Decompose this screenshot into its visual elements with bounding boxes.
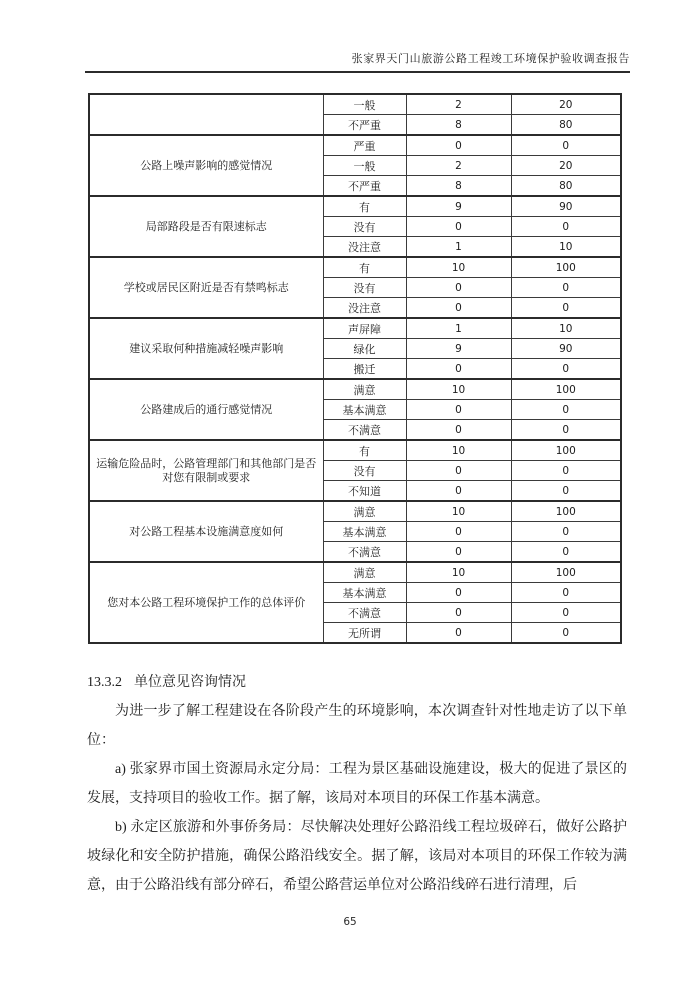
percent-cell: 0 bbox=[511, 278, 621, 298]
percent-cell: 100 bbox=[511, 440, 621, 461]
percent-cell: 20 bbox=[511, 94, 621, 115]
count-cell: 8 bbox=[406, 176, 511, 197]
table-row bbox=[89, 94, 621, 115]
count-cell: 8 bbox=[406, 115, 511, 136]
count-cell: 9 bbox=[406, 339, 511, 359]
option-cell: 基本满意 bbox=[323, 400, 406, 420]
count-cell: 1 bbox=[406, 318, 511, 339]
percent-cell: 0 bbox=[511, 217, 621, 237]
option-cell: 绿化 bbox=[323, 339, 406, 359]
percent-cell: 0 bbox=[511, 400, 621, 420]
count-cell: 0 bbox=[406, 298, 511, 319]
percent-cell: 0 bbox=[511, 359, 621, 380]
count-cell: 10 bbox=[406, 257, 511, 278]
table-row bbox=[89, 257, 621, 278]
option-cell: 满意 bbox=[323, 379, 406, 400]
count-cell: 9 bbox=[406, 196, 511, 217]
percent-cell: 0 bbox=[511, 461, 621, 481]
count-cell: 0 bbox=[406, 583, 511, 603]
option-cell: 不严重 bbox=[323, 176, 406, 197]
option-cell: 基本满意 bbox=[323, 583, 406, 603]
count-cell: 2 bbox=[406, 156, 511, 176]
count-cell: 10 bbox=[406, 379, 511, 400]
option-cell: 声屏障 bbox=[323, 318, 406, 339]
percent-cell: 0 bbox=[511, 135, 621, 156]
page-header bbox=[85, 50, 630, 73]
section-13-3-2 bbox=[87, 668, 627, 900]
question-cell: 您对本公路工程环境保护工作的总体评价 bbox=[89, 562, 323, 643]
question-cell: 建议采取何种措施减轻噪声影响 bbox=[89, 318, 323, 379]
option-cell: 有 bbox=[323, 257, 406, 278]
section-heading bbox=[87, 668, 627, 697]
paragraph: 为进一步了解工程建设在各阶段产生的环境影响，本次调查针对性地走访了以下单位： bbox=[87, 704, 627, 748]
percent-cell: 80 bbox=[511, 176, 621, 197]
section-heading-title: 单位意见咨询情况 bbox=[134, 675, 246, 690]
option-cell: 不知道 bbox=[323, 481, 406, 502]
option-cell: 有 bbox=[323, 440, 406, 461]
percent-cell: 0 bbox=[511, 623, 621, 644]
count-cell: 0 bbox=[406, 461, 511, 481]
percent-cell: 100 bbox=[511, 379, 621, 400]
table-row bbox=[89, 135, 621, 156]
percent-cell: 0 bbox=[511, 603, 621, 623]
percent-cell: 90 bbox=[511, 339, 621, 359]
option-cell: 一般 bbox=[323, 94, 406, 115]
table-row bbox=[89, 379, 621, 400]
count-cell: 0 bbox=[406, 359, 511, 380]
option-cell: 一般 bbox=[323, 156, 406, 176]
report-title: 张家界天门山旅游公路工程竣工环境保护验收调查报告 bbox=[351, 53, 630, 65]
count-cell: 10 bbox=[406, 562, 511, 583]
percent-cell: 10 bbox=[511, 237, 621, 258]
table-row bbox=[89, 501, 621, 522]
count-cell: 1 bbox=[406, 237, 511, 258]
percent-cell: 0 bbox=[511, 522, 621, 542]
count-cell: 0 bbox=[406, 217, 511, 237]
option-cell: 基本满意 bbox=[323, 522, 406, 542]
percent-cell: 0 bbox=[511, 481, 621, 502]
count-cell: 0 bbox=[406, 603, 511, 623]
option-cell: 不严重 bbox=[323, 115, 406, 136]
option-cell: 满意 bbox=[323, 501, 406, 522]
count-cell: 0 bbox=[406, 278, 511, 298]
option-cell: 没注意 bbox=[323, 237, 406, 258]
section-paragraphs bbox=[87, 697, 627, 900]
percent-cell: 90 bbox=[511, 196, 621, 217]
percent-cell: 80 bbox=[511, 115, 621, 136]
count-cell: 10 bbox=[406, 501, 511, 522]
percent-cell: 0 bbox=[511, 542, 621, 563]
question-cell: 运输危险品时，公路管理部门和其他部门是否对您有限制或要求 bbox=[89, 440, 323, 501]
question-cell: 公路建成后的通行感觉情况 bbox=[89, 379, 323, 440]
percent-cell: 0 bbox=[511, 298, 621, 319]
percent-cell: 10 bbox=[511, 318, 621, 339]
option-cell: 没有 bbox=[323, 217, 406, 237]
table-row bbox=[89, 440, 621, 461]
count-cell: 0 bbox=[406, 481, 511, 502]
count-cell: 0 bbox=[406, 135, 511, 156]
count-cell: 0 bbox=[406, 400, 511, 420]
percent-cell: 0 bbox=[511, 583, 621, 603]
percent-cell: 0 bbox=[511, 420, 621, 441]
option-cell: 满意 bbox=[323, 562, 406, 583]
percent-cell: 100 bbox=[511, 562, 621, 583]
count-cell: 10 bbox=[406, 440, 511, 461]
percent-cell: 100 bbox=[511, 501, 621, 522]
percent-cell: 100 bbox=[511, 257, 621, 278]
count-cell: 2 bbox=[406, 94, 511, 115]
count-cell: 0 bbox=[406, 522, 511, 542]
paragraph: a) 张家界市国土资源局永定分局：工程为景区基础设施建设，极大的促进了景区的发展，支持项目的验收工作。据了解，该局对本项目的环保工作基本满意。 bbox=[87, 762, 627, 806]
count-cell: 0 bbox=[406, 420, 511, 441]
option-cell: 有 bbox=[323, 196, 406, 217]
option-cell: 严重 bbox=[323, 135, 406, 156]
question-cell: 公路上噪声影响的感觉情况 bbox=[89, 135, 323, 196]
survey-results-table bbox=[88, 93, 622, 644]
percent-cell: 20 bbox=[511, 156, 621, 176]
option-cell: 没注意 bbox=[323, 298, 406, 319]
table-row bbox=[89, 196, 621, 217]
count-cell: 0 bbox=[406, 542, 511, 563]
option-cell: 不满意 bbox=[323, 603, 406, 623]
option-cell: 搬迁 bbox=[323, 359, 406, 380]
option-cell: 不满意 bbox=[323, 420, 406, 441]
section-heading-number: 13.3.2 bbox=[87, 675, 122, 690]
option-cell: 没有 bbox=[323, 461, 406, 481]
option-cell: 没有 bbox=[323, 278, 406, 298]
count-cell: 0 bbox=[406, 623, 511, 644]
option-cell: 不满意 bbox=[323, 542, 406, 563]
question-cell: 对公路工程基本设施满意度如何 bbox=[89, 501, 323, 562]
question-cell bbox=[89, 94, 323, 135]
table-row bbox=[89, 562, 621, 583]
table-row bbox=[89, 318, 621, 339]
paragraph: b) 永定区旅游和外事侨务局：尽快解决处理好公路沿线工程垃圾碎石，做好公路护坡绿化和安全防护措施，确保公路沿线安全。据了解，该局对本项目的环保工作较为满意，由于公路沿线有部分碎石，希望公路营运单位对公路沿线碎石进行清理，后 bbox=[87, 820, 627, 893]
option-cell: 无所谓 bbox=[323, 623, 406, 644]
question-cell: 学校或居民区附近是否有禁鸣标志 bbox=[89, 257, 323, 318]
question-cell: 局部路段是否有限速标志 bbox=[89, 196, 323, 257]
page-number: 65 bbox=[343, 916, 357, 928]
